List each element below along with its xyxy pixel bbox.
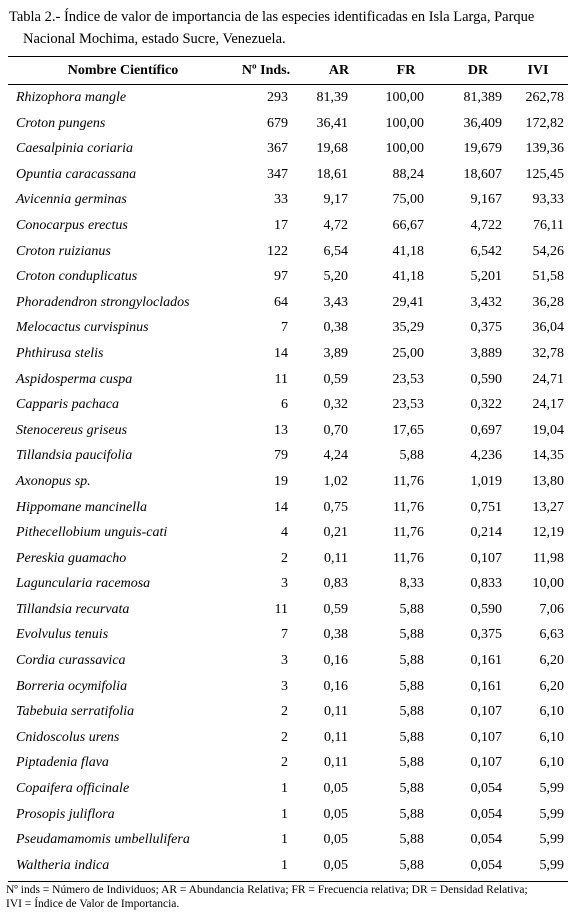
cell-fr: 5,88 bbox=[399, 678, 424, 694]
cell-fr: 8,33 bbox=[399, 576, 424, 592]
cell-ar: 1,02 bbox=[323, 473, 348, 489]
cell-dr: 0,751 bbox=[470, 499, 502, 515]
cell-ivi: 13,27 bbox=[532, 499, 564, 515]
cell-n-inds: 97 bbox=[274, 269, 288, 285]
cell-ar: 0,32 bbox=[323, 397, 348, 413]
cell-n-inds: 1 bbox=[281, 832, 288, 848]
table-bottom-rule bbox=[8, 881, 568, 882]
cell-fr: 5,88 bbox=[399, 832, 424, 848]
cell-ar: 0,38 bbox=[323, 627, 348, 643]
table-row bbox=[8, 649, 568, 675]
table-body bbox=[8, 86, 568, 879]
cell-fr: 5,88 bbox=[399, 448, 424, 464]
cell-dr: 0,833 bbox=[470, 576, 502, 592]
cell-dr: 0,054 bbox=[470, 832, 502, 848]
footnote-line-2: IVI = Índice de Valor de Importancia. bbox=[6, 898, 180, 910]
cell-dr: 0,054 bbox=[470, 857, 502, 873]
cell-ivi: 32,78 bbox=[532, 345, 564, 361]
table-row bbox=[8, 163, 568, 189]
cell-n-inds: 13 bbox=[274, 422, 288, 438]
cell-ivi: 6,10 bbox=[539, 755, 564, 771]
table-row bbox=[8, 598, 568, 624]
cell-ar: 36,41 bbox=[316, 115, 348, 131]
cell-ivi: 6,10 bbox=[539, 704, 564, 720]
cell-dr: 0,322 bbox=[470, 397, 502, 413]
table-footnote bbox=[6, 883, 572, 911]
table-row bbox=[8, 803, 568, 829]
cell-ar: 0,21 bbox=[323, 525, 348, 541]
cell-fr: 66,67 bbox=[392, 217, 424, 233]
cell-n-inds: 1 bbox=[281, 781, 288, 797]
cell-nombre-cientifico: Croton conduplicatus bbox=[16, 269, 138, 285]
cell-nombre-cientifico: Hippomane mancinella bbox=[16, 499, 148, 515]
cell-ivi: 172,82 bbox=[525, 115, 564, 131]
table-row bbox=[8, 316, 568, 342]
cell-fr: 5,88 bbox=[399, 704, 424, 720]
cell-nombre-cientifico: Piptadenia flava bbox=[16, 755, 109, 771]
cell-dr: 6,542 bbox=[470, 243, 502, 259]
cell-ivi: 7,06 bbox=[539, 601, 564, 617]
cell-fr: 11,76 bbox=[393, 473, 424, 489]
cell-fr: 5,88 bbox=[399, 781, 424, 797]
table-row bbox=[8, 368, 568, 394]
cell-n-inds: 11 bbox=[274, 371, 288, 387]
cell-n-inds: 17 bbox=[274, 217, 288, 233]
cell-ar: 0,05 bbox=[323, 806, 348, 822]
caption-line-2: Nacional Mochima, estado Sucre, Venezuela. bbox=[23, 31, 286, 47]
cell-nombre-cientifico: Tillandsia paucifolia bbox=[16, 448, 133, 464]
cell-ar: 9,17 bbox=[323, 192, 348, 208]
cell-dr: 9,167 bbox=[470, 192, 502, 208]
cell-ar: 18,61 bbox=[316, 166, 348, 182]
cell-ar: 0,11 bbox=[324, 729, 348, 745]
cell-n-inds: 1 bbox=[281, 857, 288, 873]
cell-nombre-cientifico: Copaifera officinale bbox=[16, 781, 130, 797]
cell-n-inds: 2 bbox=[281, 729, 288, 745]
cell-nombre-cientifico: Prosopis juliflora bbox=[16, 806, 115, 822]
table-caption bbox=[9, 6, 569, 50]
cell-nombre-cientifico: Laguncularia racemosa bbox=[16, 576, 151, 592]
cell-nombre-cientifico: Waltheria indica bbox=[16, 857, 110, 873]
cell-nombre-cientifico: Melocactus curvispinus bbox=[16, 320, 149, 336]
cell-ar: 3,43 bbox=[323, 294, 348, 310]
header-dr: DR bbox=[467, 63, 489, 78]
cell-nombre-cientifico: Avicennia germinas bbox=[16, 192, 127, 208]
cell-dr: 0,107 bbox=[470, 550, 502, 566]
table-row bbox=[8, 470, 568, 496]
cell-fr: 29,41 bbox=[392, 294, 424, 310]
cell-n-inds: 347 bbox=[267, 166, 288, 182]
cell-nombre-cientifico: Evolvulus tenuis bbox=[16, 627, 109, 643]
table-header-row bbox=[8, 60, 568, 82]
cell-n-inds: 679 bbox=[267, 115, 288, 131]
cell-ivi: 54,26 bbox=[532, 243, 564, 259]
header-n-inds: Nº Inds. bbox=[241, 63, 291, 78]
cell-fr: 23,53 bbox=[392, 371, 424, 387]
table-row bbox=[8, 137, 568, 163]
table-row bbox=[8, 700, 568, 726]
table-row bbox=[8, 547, 568, 573]
cell-nombre-cientifico: Capparis pachaca bbox=[16, 397, 120, 413]
cell-dr: 4,236 bbox=[470, 448, 502, 464]
cell-ar: 0,11 bbox=[324, 755, 348, 771]
cell-ar: 3,89 bbox=[323, 345, 348, 361]
cell-n-inds: 7 bbox=[281, 627, 288, 643]
cell-fr: 75,00 bbox=[392, 192, 424, 208]
cell-dr: 0,590 bbox=[470, 601, 502, 617]
cell-ar: 0,59 bbox=[323, 371, 348, 387]
cell-ar: 0,38 bbox=[323, 320, 348, 336]
table-row bbox=[8, 444, 568, 470]
cell-dr: 0,161 bbox=[470, 653, 502, 669]
cell-ivi: 36,04 bbox=[532, 320, 564, 336]
cell-ar: 0,11 bbox=[324, 550, 348, 566]
cell-nombre-cientifico: Conocarpus erectus bbox=[16, 217, 128, 233]
cell-ivi: 5,99 bbox=[539, 832, 564, 848]
cell-ar: 81,39 bbox=[316, 90, 348, 105]
cell-fr: 100,00 bbox=[385, 141, 424, 157]
cell-ar: 4,72 bbox=[323, 217, 348, 233]
cell-ivi: 5,99 bbox=[539, 857, 564, 873]
cell-nombre-cientifico: Cnidoscolus urens bbox=[16, 729, 120, 745]
cell-ivi: 93,33 bbox=[532, 192, 564, 208]
cell-nombre-cientifico: Aspidosperma cuspa bbox=[16, 371, 133, 387]
footnote-line-1: Nº inds = Número de Individuos; AR = Abundancia Relativa; FR = Frecuencia relativa; DR = Densidad Relativa; bbox=[6, 884, 528, 896]
cell-fr: 11,76 bbox=[393, 550, 424, 566]
cell-fr: 41,18 bbox=[392, 243, 424, 259]
cell-ar: 0,70 bbox=[323, 422, 348, 438]
cell-ivi: 51,58 bbox=[532, 269, 564, 285]
cell-dr: 3,432 bbox=[470, 294, 502, 310]
cell-ar: 0,83 bbox=[323, 576, 348, 592]
cell-fr: 17,65 bbox=[392, 422, 424, 438]
cell-ivi: 11,98 bbox=[533, 550, 564, 566]
cell-nombre-cientifico: Stenocereus griseus bbox=[16, 422, 128, 438]
cell-ivi: 36,28 bbox=[532, 294, 564, 310]
caption-line-1: Tabla 2.- Índice de valor de importancia de las especies identificadas en Isla Larga, Parque bbox=[9, 9, 535, 25]
cell-nombre-cientifico: Pithecellobium unguis-cati bbox=[16, 525, 168, 541]
table-row bbox=[8, 291, 568, 317]
cell-ivi: 6,20 bbox=[539, 678, 564, 694]
cell-dr: 19,679 bbox=[463, 141, 502, 157]
cell-dr: 36,409 bbox=[463, 115, 502, 131]
table-row bbox=[8, 521, 568, 547]
cell-n-inds: 11 bbox=[274, 601, 288, 617]
cell-fr: 5,88 bbox=[399, 601, 424, 617]
cell-n-inds: 14 bbox=[274, 499, 288, 515]
cell-ar: 5,20 bbox=[323, 269, 348, 285]
cell-fr: 100,00 bbox=[385, 90, 424, 105]
cell-n-inds: 79 bbox=[274, 448, 288, 464]
cell-nombre-cientifico: Rhizophora mangle bbox=[16, 90, 127, 105]
table-row bbox=[8, 240, 568, 266]
cell-nombre-cientifico: Axonopus sp. bbox=[16, 473, 91, 489]
cell-ar: 6,54 bbox=[323, 243, 348, 259]
cell-fr: 5,88 bbox=[399, 806, 424, 822]
cell-dr: 0,107 bbox=[470, 704, 502, 720]
cell-n-inds: 14 bbox=[274, 345, 288, 361]
cell-n-inds: 367 bbox=[267, 141, 288, 157]
table-row bbox=[8, 828, 568, 854]
table-row bbox=[8, 751, 568, 777]
cell-fr: 11,76 bbox=[393, 499, 424, 515]
cell-ar: 0,75 bbox=[323, 499, 348, 515]
header-ivi: IVI bbox=[527, 63, 549, 78]
table-row bbox=[8, 623, 568, 649]
table-row bbox=[8, 265, 568, 291]
cell-ivi: 14,35 bbox=[532, 448, 564, 464]
cell-ivi: 262,78 bbox=[525, 90, 564, 105]
cell-dr: 0,107 bbox=[470, 755, 502, 771]
cell-dr: 18,607 bbox=[463, 166, 502, 182]
cell-dr: 4,722 bbox=[470, 217, 502, 233]
cell-ivi: 76,11 bbox=[533, 217, 564, 233]
cell-ar: 0,11 bbox=[324, 704, 348, 720]
header-fr: FR bbox=[396, 63, 416, 78]
cell-ivi: 139,36 bbox=[525, 141, 564, 157]
cell-n-inds: 7 bbox=[281, 320, 288, 336]
cell-n-inds: 2 bbox=[281, 704, 288, 720]
cell-ivi: 12,19 bbox=[532, 525, 564, 541]
cell-dr: 81,389 bbox=[463, 90, 502, 105]
table-row bbox=[8, 342, 568, 368]
cell-fr: 100,00 bbox=[385, 115, 424, 131]
cell-ivi: 13,80 bbox=[532, 473, 564, 489]
cell-n-inds: 4 bbox=[281, 525, 288, 541]
cell-n-inds: 3 bbox=[281, 653, 288, 669]
header-ar: AR bbox=[328, 63, 350, 78]
cell-ar: 0,59 bbox=[323, 601, 348, 617]
cell-fr: 88,24 bbox=[392, 166, 424, 182]
cell-fr: 5,88 bbox=[399, 627, 424, 643]
cell-nombre-cientifico: Opuntia caracassana bbox=[16, 166, 137, 182]
cell-n-inds: 122 bbox=[267, 243, 288, 259]
table-row bbox=[8, 675, 568, 701]
table-row bbox=[8, 726, 568, 752]
cell-ivi: 24,17 bbox=[532, 397, 564, 413]
cell-ar: 0,16 bbox=[323, 653, 348, 669]
cell-ivi: 125,45 bbox=[525, 166, 564, 182]
table-row bbox=[8, 572, 568, 598]
cell-ivi: 6,20 bbox=[539, 653, 564, 669]
cell-dr: 0,697 bbox=[470, 422, 502, 438]
cell-n-inds: 2 bbox=[281, 550, 288, 566]
cell-dr: 1,019 bbox=[470, 473, 502, 489]
cell-ivi: 5,99 bbox=[539, 806, 564, 822]
cell-dr: 0,161 bbox=[470, 678, 502, 694]
table-row bbox=[8, 777, 568, 803]
cell-dr: 0,375 bbox=[470, 320, 502, 336]
table-row bbox=[8, 86, 568, 112]
cell-n-inds: 1 bbox=[281, 806, 288, 822]
table-row bbox=[8, 393, 568, 419]
cell-fr: 23,53 bbox=[392, 397, 424, 413]
table-top-rule bbox=[8, 56, 568, 57]
cell-fr: 41,18 bbox=[392, 269, 424, 285]
cell-dr: 3,889 bbox=[470, 345, 502, 361]
cell-nombre-cientifico: Phthirusa stelis bbox=[16, 345, 104, 361]
cell-n-inds: 3 bbox=[281, 576, 288, 592]
cell-fr: 5,88 bbox=[399, 653, 424, 669]
cell-ar: 0,05 bbox=[323, 832, 348, 848]
cell-ar: 0,05 bbox=[323, 781, 348, 797]
cell-ivi: 5,99 bbox=[539, 781, 564, 797]
cell-nombre-cientifico: Croton pungens bbox=[16, 115, 106, 131]
table-row bbox=[8, 188, 568, 214]
cell-ar: 19,68 bbox=[316, 141, 348, 157]
cell-dr: 5,201 bbox=[470, 269, 502, 285]
table-row bbox=[8, 419, 568, 445]
header-nombre-cientifico: Nombre Científico bbox=[67, 63, 179, 78]
cell-dr: 0,107 bbox=[470, 729, 502, 745]
table-row bbox=[8, 496, 568, 522]
cell-n-inds: 3 bbox=[281, 678, 288, 694]
cell-n-inds: 293 bbox=[267, 90, 288, 105]
cell-nombre-cientifico: Phoradendron strongyloclados bbox=[16, 294, 190, 310]
cell-dr: 0,054 bbox=[470, 806, 502, 822]
cell-nombre-cientifico: Tabebuia serratifolia bbox=[16, 704, 135, 720]
cell-dr: 0,375 bbox=[470, 627, 502, 643]
cell-nombre-cientifico: Borreria ocymifolia bbox=[16, 678, 128, 694]
table-row bbox=[8, 112, 568, 138]
cell-nombre-cientifico: Cordia curassavica bbox=[16, 653, 126, 669]
cell-ar: 4,24 bbox=[323, 448, 348, 464]
cell-n-inds: 33 bbox=[274, 192, 288, 208]
cell-fr: 35,29 bbox=[392, 320, 424, 336]
cell-fr: 5,88 bbox=[399, 857, 424, 873]
cell-n-inds: 2 bbox=[281, 755, 288, 771]
cell-nombre-cientifico: Pseudamamomis umbellulifera bbox=[16, 832, 190, 848]
cell-dr: 0,214 bbox=[470, 525, 502, 541]
cell-ivi: 19,04 bbox=[532, 422, 564, 438]
cell-fr: 5,88 bbox=[399, 755, 424, 771]
cell-ar: 0,05 bbox=[323, 857, 348, 873]
cell-n-inds: 64 bbox=[274, 294, 288, 310]
cell-fr: 25,00 bbox=[392, 345, 424, 361]
cell-ivi: 6,63 bbox=[539, 627, 564, 643]
table-row bbox=[8, 854, 568, 880]
cell-ivi: 24,71 bbox=[532, 371, 564, 387]
cell-n-inds: 6 bbox=[281, 397, 288, 413]
cell-fr: 11,76 bbox=[393, 525, 424, 541]
table-row bbox=[8, 214, 568, 240]
cell-ar: 0,16 bbox=[323, 678, 348, 694]
cell-nombre-cientifico: Croton ruizianus bbox=[16, 243, 111, 259]
cell-ivi: 10,00 bbox=[532, 576, 564, 592]
cell-n-inds: 19 bbox=[274, 473, 288, 489]
cell-nombre-cientifico: Pereskia guamacho bbox=[16, 550, 127, 566]
table-header-rule bbox=[8, 84, 568, 85]
cell-ivi: 6,10 bbox=[539, 729, 564, 745]
cell-dr: 0,054 bbox=[470, 781, 502, 797]
cell-fr: 5,88 bbox=[399, 729, 424, 745]
cell-dr: 0,590 bbox=[470, 371, 502, 387]
cell-nombre-cientifico: Tillandsia recurvata bbox=[16, 601, 130, 617]
cell-nombre-cientifico: Caesalpinia coriaria bbox=[16, 141, 134, 157]
